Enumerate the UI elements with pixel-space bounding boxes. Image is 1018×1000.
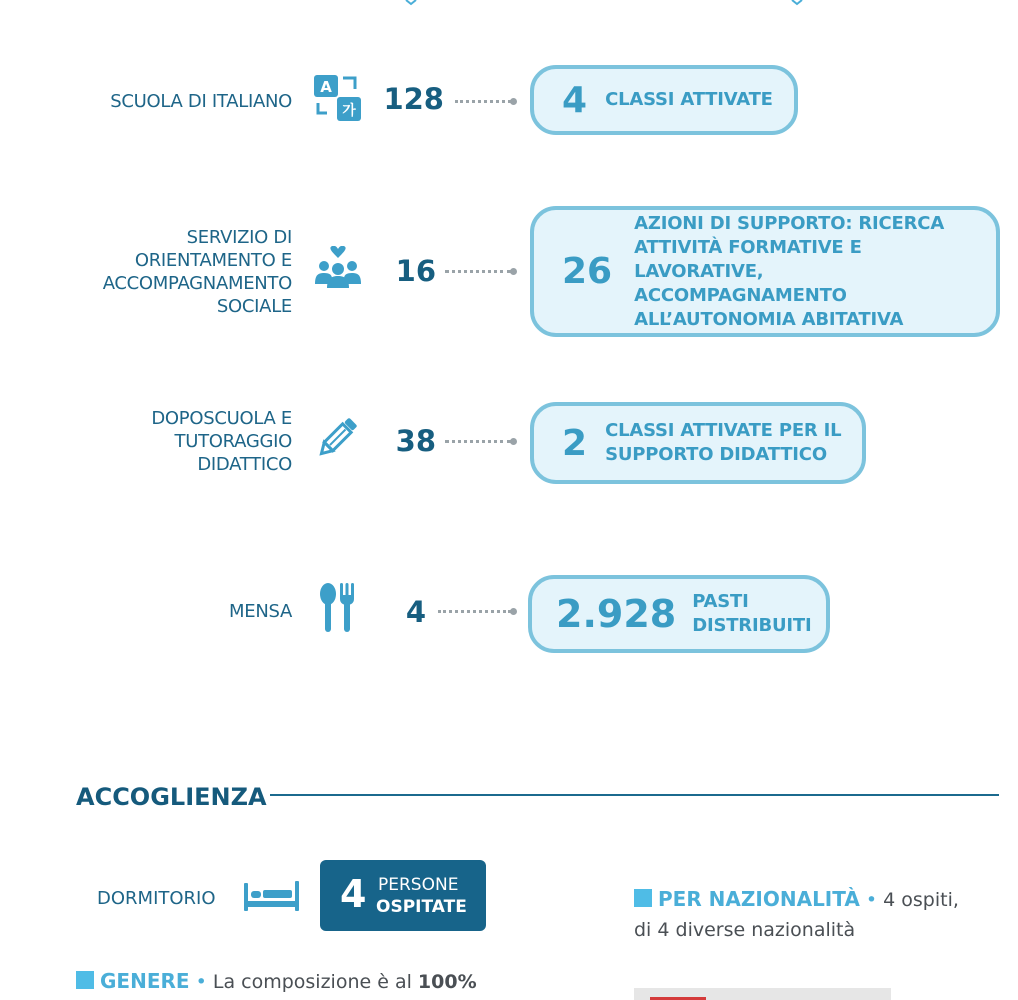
chevron-down-icon [790, 0, 804, 6]
bullet: • [195, 971, 207, 993]
result-text: CLASSI ATTIVATE [605, 89, 773, 110]
dormitorio-label: DORMITORIO [97, 888, 216, 909]
genere-value: 100% [417, 971, 477, 993]
bed-icon [244, 881, 300, 913]
chevron-down-icon [404, 0, 418, 6]
result-text: AZIONI DI SUPPORTO: RICERCA ATTIVITÀ FORMATIVE E LAVORATIVE, ACCOMPAGNAMENTO ALL’AUTONOMIA ABITATIVA [634, 212, 945, 330]
nazionalita-block [634, 884, 1004, 945]
dormitorio-number: 4 [340, 872, 367, 916]
dormitorio-line1: PERSONE [378, 875, 459, 895]
connector-dots [445, 270, 511, 273]
svg-text:가: 가 [342, 103, 356, 119]
square-marker-icon [76, 971, 94, 989]
connector-dots [445, 440, 511, 443]
chart-fragment [634, 988, 891, 1000]
svg-text:A: A [320, 78, 332, 96]
result-number: 2.928 [556, 592, 677, 636]
service-label: SCUOLA DI ITALIANO [110, 91, 292, 112]
bullet: • [865, 889, 878, 911]
result-pill [530, 65, 798, 135]
translate-icon [313, 75, 363, 123]
service-count: 4 [405, 595, 426, 629]
section-title: ACCOGLIENZA [76, 783, 267, 811]
dormitorio-line2: OSPITATE [376, 897, 467, 917]
result-text: PASTI DISTRIBUITI [692, 591, 812, 636]
connector-dots [438, 610, 511, 613]
service-label: MENSA [229, 601, 292, 622]
service-count: 16 [395, 254, 436, 288]
service-count: 38 [395, 424, 436, 458]
genere-heading: GENERE [100, 969, 190, 993]
square-marker-icon [634, 889, 652, 907]
spoon-fork-icon [318, 583, 358, 633]
nazionalita-text-line2: di 4 diverse nazionalità [634, 919, 856, 941]
result-pill [528, 575, 830, 653]
service-count: 128 [383, 82, 444, 116]
genere-block [76, 966, 616, 997]
community-support-icon [314, 246, 362, 288]
result-pill [530, 206, 1000, 337]
connector-dots [455, 100, 511, 103]
genere-text: La composizione è al [212, 971, 412, 993]
service-label: DOPOSCUOLA E TUTORAGGIO DIDATTICO [151, 408, 292, 475]
result-text: CLASSI ATTIVATE PER IL SUPPORTO DIDATTICO [605, 420, 842, 465]
section-divider [270, 794, 999, 796]
dormitorio-box [320, 860, 486, 931]
pencil-icon [316, 417, 358, 459]
nazionalita-heading: PER NAZIONALITÀ [658, 887, 860, 911]
nazionalita-text: 4 ospiti, [883, 889, 959, 911]
result-pill [530, 402, 866, 484]
service-label: SERVIZIO DI ORIENTAMENTO E ACCOMPAGNAMENTO SOCIALE [102, 227, 292, 317]
result-number: 26 [562, 251, 613, 292]
result-number: 4 [562, 79, 588, 121]
result-number: 2 [562, 422, 588, 464]
